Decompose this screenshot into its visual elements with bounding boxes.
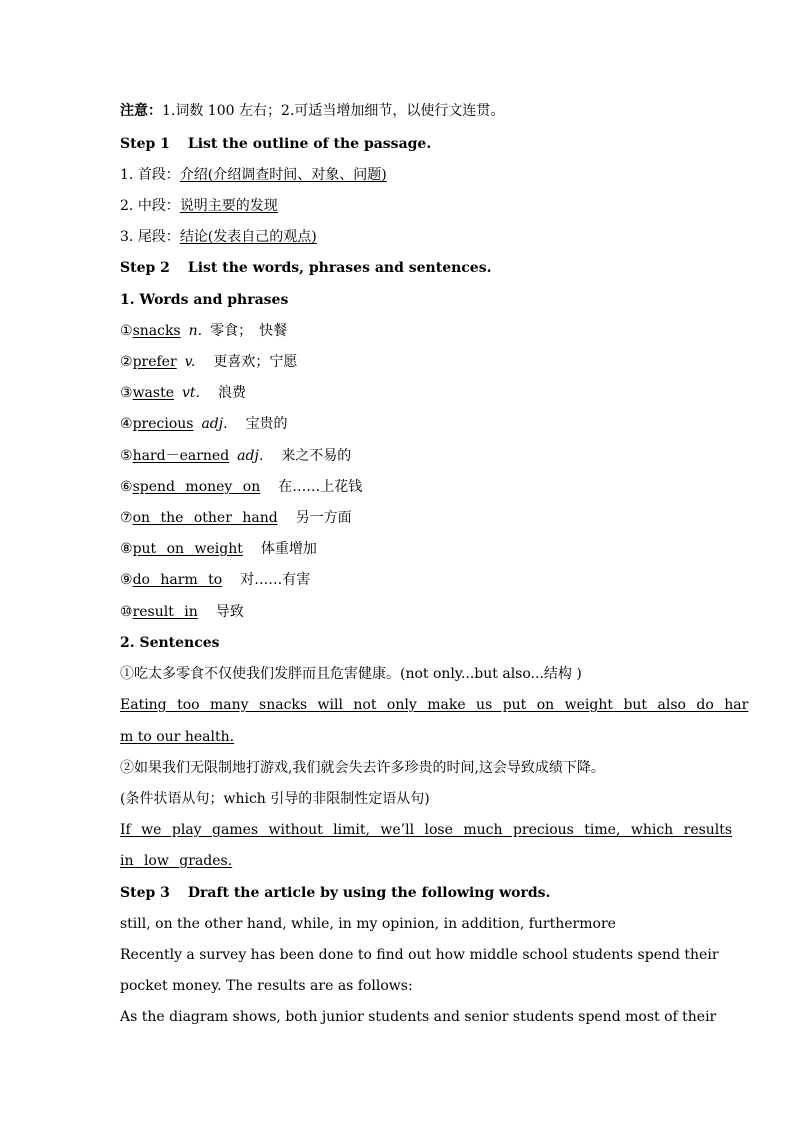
step2-title: List the words, phrases and sentences. bbox=[187, 260, 492, 276]
word-meaning: 宝贵的 bbox=[245, 416, 288, 432]
word-text: snacks bbox=[132, 323, 181, 339]
word-mark: ① bbox=[120, 323, 133, 339]
word-meaning: 浪费 bbox=[218, 385, 246, 401]
word-text: spend money on bbox=[132, 479, 261, 495]
sentence-prompt: ②如果我们无限制地打游戏,我们就会失去许多珍贵的时间,这会导致成绩下降。 bbox=[120, 760, 605, 776]
word-item bbox=[120, 353, 297, 371]
word-mark: ⑨ bbox=[120, 572, 133, 588]
word-item bbox=[120, 540, 317, 558]
word-mark: ⑩ bbox=[120, 604, 133, 620]
step2-heading bbox=[120, 259, 491, 277]
step3-word-list: still, on the other hand, while, in my opinion, in addition, furthermore bbox=[120, 916, 616, 932]
word-text: waste bbox=[132, 385, 174, 401]
step3-label: Step 3 bbox=[120, 885, 170, 901]
word-item bbox=[120, 571, 310, 589]
word-item bbox=[120, 478, 362, 496]
sentence-answer-cont: m to our health. bbox=[120, 729, 235, 745]
word-item bbox=[120, 322, 287, 340]
step3-heading bbox=[120, 884, 550, 902]
sentence-prompt-note: (条件状语从句；which 引导的非限制性定语从句) bbox=[120, 791, 430, 807]
outline-num: 2. bbox=[120, 198, 134, 214]
sentence-prompt: ①吃太多零食不仅使我们发胖而且危害健康。(not only...but also...结构 ) bbox=[120, 666, 582, 682]
word-text: result in bbox=[132, 604, 198, 620]
outline-item bbox=[120, 197, 278, 215]
word-meaning: 在……上花钱 bbox=[278, 479, 363, 495]
note-line bbox=[120, 102, 504, 120]
word-pos: v. bbox=[184, 354, 196, 370]
outline-part: 首段： bbox=[137, 167, 180, 183]
word-text: do harm to bbox=[132, 572, 223, 588]
step1-title: List the outline of the passage. bbox=[187, 136, 432, 152]
step1-label: Step 1 bbox=[120, 136, 170, 152]
word-mark: ② bbox=[120, 354, 133, 370]
word-pos: adj. bbox=[237, 448, 264, 464]
paragraph-line: Recently a survey has been done to find out how middle school students spend their bbox=[120, 947, 719, 963]
paragraph-line: As the diagram shows, both junior students and senior students spend most of their bbox=[120, 1009, 717, 1025]
sentences-heading: 2. Sentences bbox=[120, 635, 220, 651]
word-item bbox=[120, 447, 351, 465]
word-pos: vt. bbox=[182, 385, 200, 401]
word-meaning: 体重增加 bbox=[260, 541, 317, 557]
word-meaning: 导致 bbox=[215, 604, 244, 620]
word-text: put on weight bbox=[132, 541, 243, 557]
word-text: prefer bbox=[132, 354, 177, 370]
word-mark: ⑥ bbox=[120, 479, 133, 495]
sentence-answer: Eating too many snacks will not only make us put on weight but also do har bbox=[120, 697, 749, 713]
outline-num: 1. bbox=[120, 167, 134, 183]
word-item bbox=[120, 603, 244, 621]
outline-num: 3. bbox=[120, 229, 134, 245]
word-meaning: 零食； 快餐 bbox=[210, 323, 288, 339]
outline-content: 介绍(介绍调查时间、对象、问题) bbox=[179, 167, 387, 183]
word-item bbox=[120, 509, 352, 527]
outline-content: 说明主要的发现 bbox=[179, 198, 278, 214]
word-item bbox=[120, 384, 246, 402]
word-text: precious bbox=[132, 416, 194, 432]
word-mark: ⑧ bbox=[120, 541, 133, 557]
outline-content: 结论(发表自己的观点) bbox=[179, 229, 317, 245]
sentence-answer-cont: in low grades. bbox=[120, 853, 233, 869]
word-item bbox=[120, 415, 288, 433]
outline-item bbox=[120, 166, 387, 184]
word-mark: ③ bbox=[120, 385, 133, 401]
sentence-answer: If we play games without limit, we’ll lose much precious time, which results bbox=[120, 822, 733, 838]
word-pos: n. bbox=[188, 323, 203, 339]
word-mark: ⑦ bbox=[120, 510, 133, 526]
word-pos: adj. bbox=[201, 416, 228, 432]
word-text: on the other hand bbox=[132, 510, 278, 526]
word-meaning: 另一方面 bbox=[295, 510, 352, 526]
word-mark: ⑤ bbox=[120, 448, 133, 464]
words-heading: 1. Words and phrases bbox=[120, 292, 289, 308]
note-label: 注意： bbox=[120, 103, 162, 119]
outline-item bbox=[120, 228, 317, 246]
step1-heading bbox=[120, 135, 431, 153]
word-meaning: 更喜欢；宁愿 bbox=[213, 354, 298, 370]
word-meaning: 来之不易的 bbox=[281, 448, 352, 464]
step2-label: Step 2 bbox=[120, 260, 170, 276]
paragraph-line: pocket money. The results are as follows: bbox=[120, 978, 413, 994]
outline-part: 中段： bbox=[137, 198, 180, 214]
word-mark: ④ bbox=[120, 416, 133, 432]
word-text: hard－earned bbox=[132, 448, 230, 464]
outline-part: 尾段： bbox=[137, 229, 180, 245]
note-text: 1.词数 100 左右；2.可适当增加细节，以使行文连贯。 bbox=[162, 103, 505, 119]
word-meaning: 对……有害 bbox=[240, 572, 311, 588]
step3-title: Draft the article by using the following words. bbox=[187, 885, 551, 901]
